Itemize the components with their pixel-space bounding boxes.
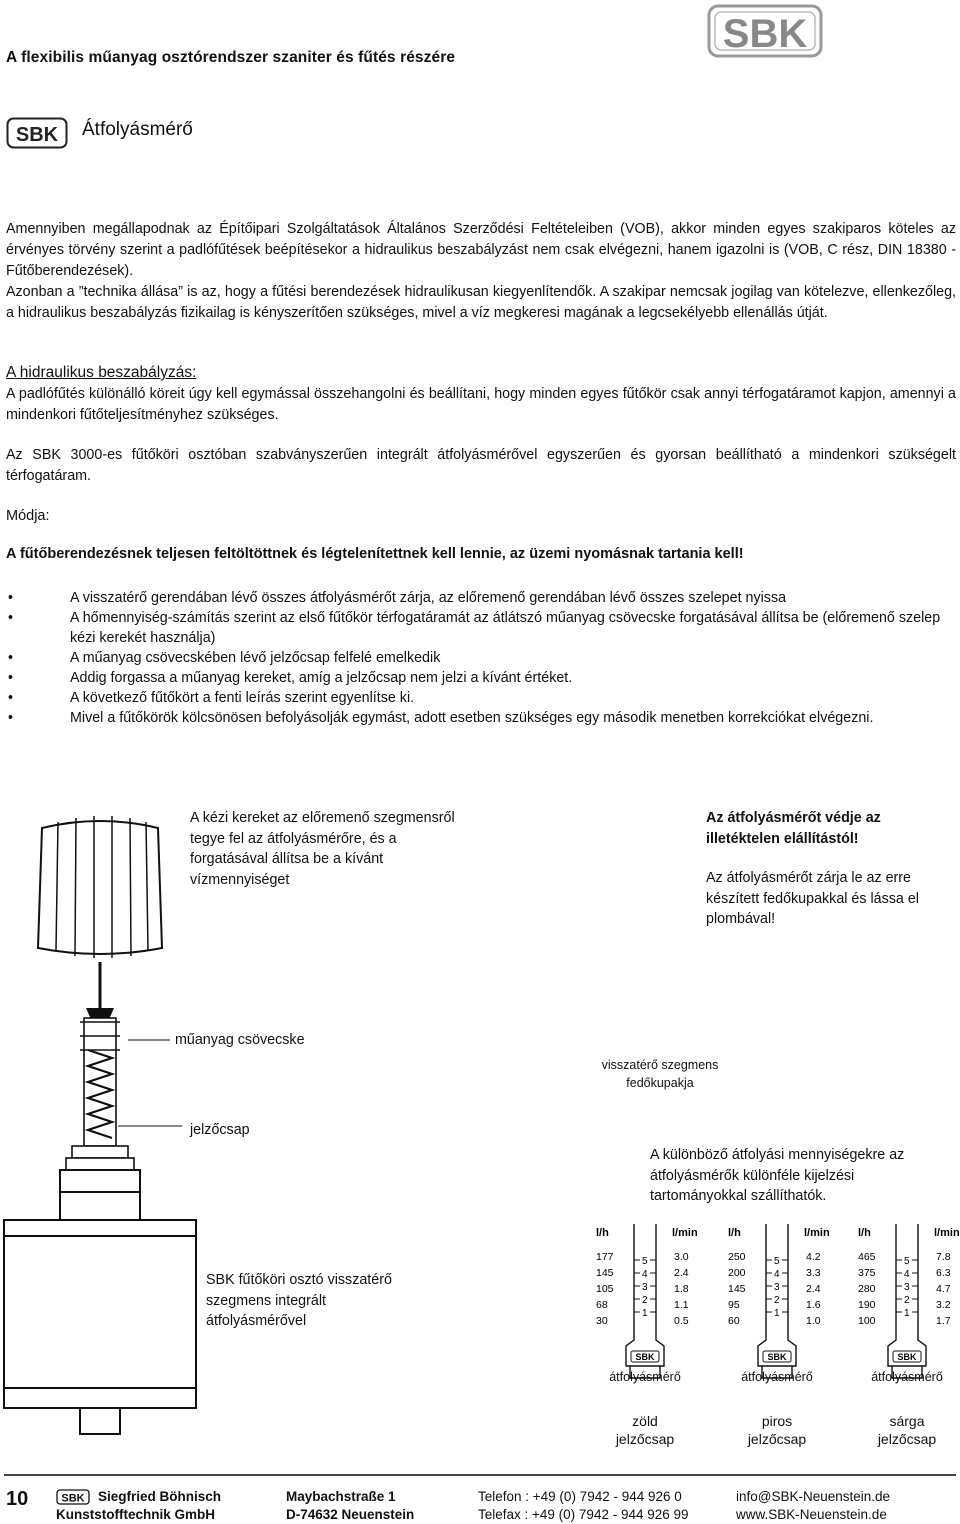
plastic-tube-illustration — [66, 1018, 134, 1170]
scale-caption: átfolyásmérő — [609, 1370, 681, 1384]
unit-left-label: l/h — [596, 1227, 609, 1239]
tick-label-mid: 4 — [642, 1269, 648, 1280]
tick-label-lh: 145 — [596, 1267, 614, 1279]
hydraulic-heading: A hidraulikus beszabályzás: — [6, 364, 197, 381]
tick-label-lh: 250 — [728, 1251, 746, 1263]
tick-label-lmin: 1.6 — [806, 1299, 821, 1311]
ranges-note: A különböző átfolyási mennyiségekre az átfolyásmérők különféle kijelzési tartományokkal szállíthatók. — [650, 1147, 905, 1204]
method-warning: A fűtőberendezésnek teljesen feltöltöttnek és légtelenítettnek kell lennie, az üzemi nyomásnak tartania kell! — [6, 546, 744, 562]
footer-divider — [4, 1474, 956, 1476]
svg-text:SBK: SBK — [61, 1492, 85, 1505]
manifold-label: SBK fűtőköri osztó visszatérő szegmens integrált átfolyásmérővel — [206, 1272, 392, 1329]
footer-web[interactable]: www.SBK-Neuenstein.de — [736, 1507, 887, 1522]
page-number: 10 — [6, 1488, 29, 1510]
svg-text:SBK: SBK — [15, 124, 59, 146]
footer-company-1: Siegfried Böhnisch — [98, 1489, 222, 1504]
tick-label-mid: 5 — [642, 1256, 648, 1267]
tick-label-mid: 4 — [904, 1269, 910, 1280]
pin-color: sárga — [889, 1413, 925, 1429]
tick-label-lmin: 4.7 — [936, 1283, 951, 1295]
method-heading: Módja: — [6, 508, 50, 524]
scales-group — [590, 1218, 960, 1458]
valve-body-illustration — [4, 1170, 196, 1434]
tick-label-lh: 95 — [728, 1299, 740, 1311]
tick-label-mid: 2 — [774, 1295, 780, 1306]
scale-logo-text: SBK — [767, 1352, 787, 1362]
pin-color-label — [580, 1412, 710, 1448]
intro-paragraph-1: Amennyiben megállapodnak az Építőipari Szolgáltatások Általános Szerződési Feltételeiben (VOB), akkor minden egyes szakiparos köteles az érvényes törvény szerint a padlófűtések beépítésekor a hidraulikus beszabályzást nem csak elvégezni, hanem igazolni is (VOB, C rész, DIN 18380 - Fűtőberendezések). — [6, 221, 956, 279]
tube-label: műanyag csövecske — [175, 1032, 305, 1048]
section-title: Átfolyásmérő — [82, 119, 193, 140]
tick-label-mid: 1 — [642, 1308, 648, 1319]
tick-label-lmin: 3.0 — [674, 1251, 689, 1263]
tick-label-lmin: 1.1 — [674, 1299, 689, 1311]
hydraulic-paragraph-1: A padlófűtés különálló köreit úgy kell egymással összehangolni és beállítani, hogy minden egyes fűtőkör csak annyi térfogatáramot kapjon, amennyi a mindenkori fűtőteljesítményhez szükséges. — [6, 386, 956, 423]
sbk-section-logo — [6, 117, 68, 149]
steps-list — [6, 588, 946, 728]
unit-left-label: l/h — [728, 1227, 741, 1239]
tick-label-lmin: 1.7 — [936, 1315, 951, 1327]
handwheel-note: A kézi kereket az előremenő szegmensről tegye fel az átfolyásmérőre, és a forgatásával állítsa be a kívánt vízmennyiséget — [190, 810, 455, 888]
tick-label-mid: 1 — [774, 1308, 780, 1319]
unit-right-label: l/min — [672, 1227, 698, 1239]
protect-title: Az átfolyásmérőt védje az illetéktelen elállítástól! — [706, 810, 881, 847]
tick-label-lh: 375 — [858, 1267, 876, 1279]
tick-label-mid: 3 — [904, 1282, 910, 1293]
list-item: • A következő fűtőkört a fenti leírás szerint egyenlítse ki. — [8, 690, 415, 706]
tick-label-mid: 4 — [774, 1269, 780, 1280]
tick-label-lh: 68 — [596, 1299, 608, 1311]
tick-label-lmin: 2.4 — [674, 1267, 689, 1279]
tick-label-lmin: 4.2 — [806, 1251, 821, 1263]
tick-label-mid: 5 — [774, 1256, 780, 1267]
handwheel-illustration — [38, 816, 162, 958]
tick-label-lh: 100 — [858, 1315, 876, 1327]
flow-scale-3 — [852, 1218, 960, 1458]
tick-label-lmin: 3.3 — [806, 1267, 821, 1279]
document-title: A flexibilis műanyag osztórendszer szaniter és fűtés részére — [6, 49, 456, 66]
tick-label-lmin: 6.3 — [936, 1267, 951, 1279]
tick-label-lmin: 2.4 — [806, 1283, 821, 1295]
protect-text: Az átfolyásmérőt zárja le az erre készített fedőkupakkal és lássa el plombával! — [706, 870, 919, 927]
scale-caption: átfolyásmérő — [871, 1370, 943, 1384]
list-item: • Mivel a fűtőkörök kölcsönösen befolyásolják egymást, adott esetben szükséges egy második menetben korrekciókat elvégezni. — [8, 710, 874, 726]
unit-left-label: l/h — [858, 1227, 871, 1239]
flow-scale-2 — [722, 1218, 832, 1458]
flowmeter-drawing — [0, 800, 560, 1460]
scale-logo-text: SBK — [635, 1352, 655, 1362]
footer-city: D-74632 Neuenstein — [286, 1507, 415, 1522]
tick-label-lh: 60 — [728, 1315, 740, 1327]
footer-company-2: Kunststofftechnik GmbH — [56, 1507, 216, 1522]
scale-graphic — [852, 1218, 960, 1388]
hydraulic-paragraph-2: Az SBK 3000-es fűtőköri osztóban szabványszerűen integrált átfolyásmérővel egyszerűen és gyorsan beállítható a mindenkori szükségelt térfogatáram. — [6, 447, 956, 484]
cap-label: visszatérő szegmens fedőkupakja — [601, 1058, 719, 1090]
tick-label-mid: 5 — [904, 1256, 910, 1267]
sbk-logo — [706, 3, 824, 59]
footer-email[interactable]: info@SBK-Neuenstein.de — [736, 1489, 891, 1504]
pin-color: piros — [761, 1413, 793, 1429]
scale-caption: átfolyásmérő — [741, 1370, 813, 1384]
pin-color: zöld — [632, 1413, 658, 1429]
tick-label-lmin: 7.8 — [936, 1251, 951, 1263]
pin-color-label — [712, 1412, 842, 1448]
tick-label-mid: 3 — [774, 1282, 780, 1293]
footer-sbk-logo — [56, 1489, 90, 1505]
tick-label-lmin: 1.8 — [674, 1283, 689, 1295]
pin-word: jelzőcsap — [615, 1431, 675, 1447]
list-item: • Addig forgassa a műanyag kereket, amíg a jelzőcsap nem jelzi a kívánt értéket. — [8, 670, 573, 686]
scale-graphic — [590, 1218, 700, 1388]
tick-label-mid: 1 — [904, 1308, 910, 1319]
footer-fax: Telefax : +49 (0) 7942 - 944 926 99 — [478, 1507, 689, 1522]
tick-label-lh: 200 — [728, 1267, 746, 1279]
tick-label-lmin: 0.5 — [674, 1315, 689, 1327]
pin-word: jelzőcsap — [877, 1431, 937, 1447]
unit-right-label: l/min — [934, 1227, 960, 1239]
footer-street: Maybachstraße 1 — [286, 1489, 396, 1504]
tick-label-mid: 3 — [642, 1282, 648, 1293]
scale-logo-text: SBK — [897, 1352, 917, 1362]
flow-scale-1 — [590, 1218, 700, 1458]
tick-label-lh: 30 — [596, 1315, 608, 1327]
scale-graphic — [722, 1218, 832, 1388]
list-item: • A visszatérő gerendában lévő összes átfolyásmérőt zárja, az előremenő gerendában lévő összes szelepet nyissa — [8, 590, 787, 606]
tick-label-mid: 2 — [904, 1295, 910, 1306]
tick-label-lh: 190 — [858, 1299, 876, 1311]
tick-label-mid: 2 — [642, 1295, 648, 1306]
list-item: • A hőmennyiség-számítás szerint az első fűtőkör térfogatáramát az átlátszó műanyag csövecske forgatásával állítsa be (előremenő szelep kézi kerekét használja) — [8, 610, 941, 646]
tick-label-lmin: 1.0 — [806, 1315, 821, 1327]
unit-right-label: l/min — [804, 1227, 830, 1239]
tick-label-lh: 105 — [596, 1283, 614, 1295]
footer-phone: Telefon : +49 (0) 7942 - 944 926 0 — [478, 1489, 682, 1504]
intro-paragraph-2: Azonban a ”technika állása” is az, hogy a fűtési berendezések hidraulikusan kiegyenlítendők. A szakipar nemcsak jogilag van kötelezve, ellenkezőleg, a hidraulikus beszabályzás fizikailag is kényszerítően szükséges, mivel a víz megkeresi magának a legcsekélyebb ellenállás útját. — [6, 284, 956, 321]
tick-label-lh: 465 — [858, 1251, 876, 1263]
pin-color-label — [842, 1412, 960, 1448]
tick-label-lh: 145 — [728, 1283, 746, 1295]
pin-word: jelzőcsap — [747, 1431, 807, 1447]
pin-label: jelzőcsap — [190, 1122, 250, 1138]
tick-label-lh: 177 — [596, 1251, 614, 1263]
list-item: • A műanyag csövecskében lévő jelzőcsap felfelé emelkedik — [8, 650, 441, 666]
sbk-logo-text: SBK — [722, 12, 808, 56]
tick-label-lmin: 3.2 — [936, 1299, 951, 1311]
tick-label-lh: 280 — [858, 1283, 876, 1295]
